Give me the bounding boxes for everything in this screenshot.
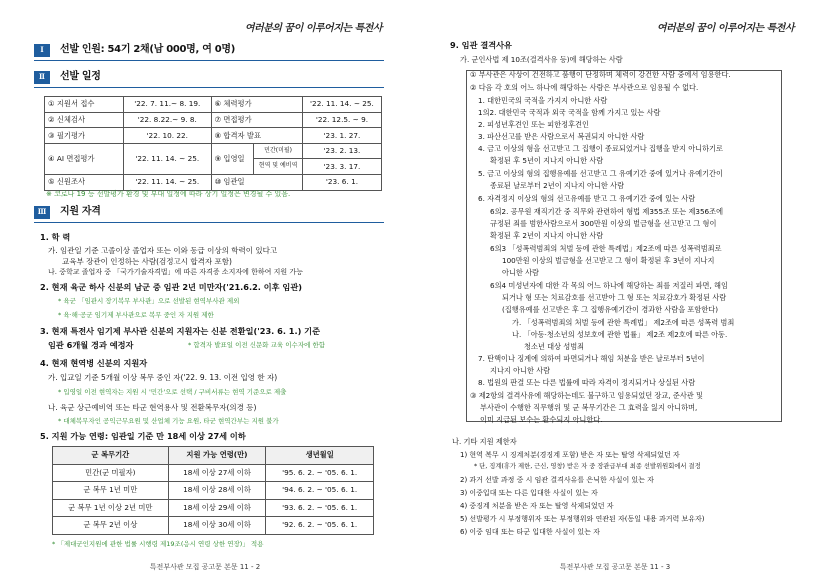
table-cell: '93. 6. 2. ~ '05. 6. 1.: [266, 499, 374, 517]
item-heading: 2. 현재 육군 하사 신분의 남군 중 임관 2년 미만자('21.6.2. 이후 임관): [40, 282, 302, 292]
list-item: 아니한 사람: [502, 268, 540, 277]
list-item: 4) 중징계 처분을 받은 자 또는 탈영 삭제되었던 자: [460, 502, 614, 510]
schedule-date: '23. 6. 1.: [302, 174, 381, 190]
schedule-label: ⑨ 입영일: [211, 143, 254, 174]
list-item: 부사관이 수행한 직무행위 및 군 복무기간은 그 효력을 잃지 아니하며,: [480, 403, 698, 412]
list-item: 5. 금고 이상의 형의 집행유예를 선고받고 그 유예기간 중에 있거나 유예기간이: [478, 169, 723, 178]
page-number: 특전부사관 모집 공고문 본문 11 - 2: [149, 562, 261, 571]
list-item: 1) 현역 복무 시 징계처분(경징계 포함) 받은 자 또는 탈영 삭제되었던 자: [460, 451, 680, 459]
section-title: 선발 일정: [60, 71, 101, 83]
table-row: [45, 174, 382, 190]
schedule-label: ⑧ 합격자 발표: [211, 128, 302, 144]
list-item: 8. 법원의 판결 또는 다른 법률에 따라 자격이 정지되거나 상실된 사람: [478, 378, 696, 387]
schedule-label: ⑦ 면접평가: [211, 112, 302, 128]
schedule-date: '22. 11. 14. ~ 25.: [302, 97, 381, 113]
schedule-table: [44, 96, 382, 191]
list-item: 6의3 「성폭력범죄의 처벌 등에 관한 특례법」제2조에 따른 성폭력범죄로: [490, 244, 722, 253]
schedule-label: ② 신체검사: [45, 112, 124, 128]
list-item: ① 부사관은 사상이 건전하고 품행이 단정하며 체력이 강건한 사람 중에서 임용한다.: [470, 70, 731, 79]
schedule-label: ① 지원서 접수: [45, 97, 124, 113]
table-cell: 18세 이상 30세 이하: [168, 517, 266, 535]
item-heading: 1. 학 력: [40, 232, 71, 242]
list-item: 100만원 이상의 벌금형을 선고받고 그 형이 확정된 후 3년이 지나지: [502, 256, 715, 265]
schedule-date: '23. 3. 17.: [302, 159, 381, 175]
table-row: [53, 482, 374, 500]
item-text: 가. 입교일 기준 5개월 이상 복무 중인 자('22. 9. 13. 이전 입영 한 자): [48, 373, 278, 382]
table-cell: '92. 6. 2. ~ '05. 6. 1.: [266, 517, 374, 535]
list-item: 2. 피성년후견인 또는 피한정후견인: [478, 120, 589, 129]
table-cell: 민간(군 미필자): [53, 464, 169, 482]
list-item: (집행유예를 선고받은 후 그 집행유예기간이 경과한 사람을 포함한다): [502, 305, 719, 314]
green-note: * 육·해·공군 임기제 부사관으로 복무 중인 자 지원 제한: [58, 311, 214, 319]
section-heading-3: [34, 204, 384, 220]
list-item: 6. 자격정지 이상의 형의 선고유예를 받고 그 유예기간 중에 있는 사람: [478, 194, 696, 203]
table-header-row: [53, 447, 374, 465]
green-note: * 대체복무자인 공익근무요원 및 산업체 기능 요원, 타군 현역간부는 지원 불가: [58, 417, 279, 425]
table-row: [45, 97, 382, 113]
schedule-label: ③ 필기평가: [45, 128, 124, 144]
page-number: 특전부사관 모집 공고문 본문 11 - 3: [559, 562, 671, 571]
list-item: * 단, 징계(휴가 제한, 근신, 영창) 받은 자 중 장관급부대 최종 선발위원회에서 결정: [474, 463, 701, 470]
schedule-date: '23. 2. 13.: [302, 143, 381, 159]
list-item: 되거나 형 또는 치료감호를 선고받아 그 형 또는 치료감호가 확정된 사람: [502, 293, 727, 302]
section-heading-1: [34, 42, 384, 58]
list-item: 규정된 죄를 범한사람으로서 300만원 이상의 벌금형을 선고받고 그 형이: [490, 219, 717, 228]
schedule-date: '22. 12.5. ~ 9.: [302, 112, 381, 128]
table-cell: 군 복무 2년 이상: [53, 517, 169, 535]
list-item: 6) 이중 임대 또는 타군 입대한 사실이 있는 자: [460, 528, 600, 536]
table-row: [53, 464, 374, 482]
schedule-label: ⑤ 신원조사: [45, 174, 124, 190]
list-item: 3. 파산선고를 받은 사람으로서 복권되지 아니한 사람: [478, 132, 645, 141]
item-heading: 임관 6개월 경과 예정자: [48, 340, 134, 350]
item-text: 나. 중학교 졸업자 중 「국가기술자격법」에 따른 자격증 소지자에 한하여 지원 가능: [48, 268, 303, 276]
table-cell: 18세 이상 28세 이하: [168, 482, 266, 500]
list-item: 확정된 후 5년이 지나지 아니한 사람: [490, 156, 604, 165]
schedule-label: ④ AI 면접평가: [45, 143, 124, 174]
schedule-note: ※ 코로나 19 등 선발평가 환경 및 부대 일정에 따라 상기 일정은 변경될 수 있음.: [46, 190, 291, 198]
section-number-badge: Ⅱ: [34, 71, 50, 84]
schedule-label: ⑩ 임관일: [211, 174, 302, 190]
logo: 여러분의 꿈이 이루어지는 특전사: [244, 23, 382, 34]
item-heading: 3. 현재 특전사 임기제 부사관 신분의 지원자는 신분 전환일('23. 6. 1.) 기준: [40, 326, 320, 336]
section-title: 선발 인원: 54기 2채(남 000명, 여 0명): [60, 44, 236, 56]
subsection-heading: 나. 기타 지원 제한자: [452, 437, 517, 446]
list-item: 5) 선발평가 시 부정행위자 또는 부정행위와 연관된 자(동일 내용 과거력 보유자): [460, 515, 705, 523]
age-table: [52, 446, 374, 535]
schedule-date: '22. 11. 14. ~ 25.: [124, 143, 212, 174]
schedule-sublabel: 현역 및 예비역: [254, 159, 303, 175]
table-cell: '95. 6. 2. ~ '05. 6. 1.: [266, 464, 374, 482]
section-heading-2: [34, 69, 384, 85]
table-row: [53, 517, 374, 535]
list-item: 1. 대한민국의 국적을 가지지 아니한 사람: [478, 96, 608, 105]
schedule-date: '22. 10. 22.: [124, 128, 212, 144]
list-item: 나. 「아동·청소년의 성보호에 관한 법률」 제2조 제2호에 따른 아동.: [512, 330, 728, 339]
table-cell: '94. 6. 2. ~ '05. 6. 1.: [266, 482, 374, 500]
subsection-heading: 가. 군인사법 제 10조(결격사유 등)에 해당하는 사람: [460, 55, 623, 64]
schedule-date: '22. 8.22.~ 9. 8.: [124, 112, 212, 128]
table-row: [45, 143, 382, 159]
list-item: 가. 「성폭력범죄의 처벌 등에 관한 특례법」 제2조에 따른 성폭력 범죄: [512, 318, 735, 327]
section-number-badge: Ⅲ: [34, 206, 50, 219]
schedule-sublabel: 민간(미필): [254, 143, 303, 159]
item-text: 나. 육군 상근예비역 또는 타군 현역용사 및 전환복무자(의경 등): [48, 403, 257, 412]
list-item: 청소년 대상 성범죄: [524, 342, 585, 351]
section-number-badge: Ⅰ: [34, 44, 50, 57]
section-title: 지원 자격: [60, 206, 101, 218]
list-item: 4. 금고 이상의 형을 선고받고 그 집행이 종료되었거나 집행을 받지 아니하기로: [478, 144, 723, 153]
table-row: [45, 128, 382, 144]
list-item: ② 다음 각 호의 어느 하나에 해당하는 사람은 부사관으로 임용될 수 없다.: [470, 83, 699, 92]
table-row: [45, 112, 382, 128]
table-cell: 군 복무 1년 미만: [53, 482, 169, 500]
list-item: 6의4 미성년자에 대한 각 목의 어느 하나에 해당하는 죄를 저질러 파면, 해임: [490, 281, 728, 290]
list-item: 2) 과거 선발 과정 중 시 임관 결격사유를 은닉한 사실이 있는 자: [460, 476, 654, 484]
table-cell: 군 복무 1년 이상 2년 미만: [53, 499, 169, 517]
list-item: 확정된 후 2년이 지나지 아니한 사람: [490, 231, 604, 240]
item-text: 교육부 장관이 인정하는 사람(검정고시 합격자 포함): [62, 257, 232, 266]
schedule-label: ⑥ 체력평가: [211, 97, 302, 113]
table-cell: 18세 이상 27세 이하: [168, 464, 266, 482]
schedule-date: '22. 7. 11.~ 8. 19.: [124, 97, 212, 113]
green-note: * 입영일 이전 현역자는 지원 시 '민간'으로 선택 / 구비서류는 현역 기준으로 제출: [58, 388, 287, 396]
column-header: 지원 가능 연령(만): [168, 447, 266, 465]
schedule-date: '23. 1. 27.: [302, 128, 381, 144]
table-row: [53, 499, 374, 517]
page-title: 9. 임관 결격사유: [450, 40, 512, 50]
list-item: 7. 탄핵이나 징계에 의하여 파면되거나 해임 처분을 받은 날로부터 5년이: [478, 354, 705, 363]
list-item: 3) 이중입대 또는 다른 입대한 사실이 있는 자: [460, 489, 598, 497]
item-heading: 4. 현재 현역병 신분의 지원자: [40, 358, 148, 368]
list-item: 이미 지급된 보수는 환수되지 아니한다.: [480, 415, 603, 424]
column-header: 군 복무기간: [53, 447, 169, 465]
green-note: * 육군 「임관시 장기복무 부사관」으로 선발된 현역부사관 제외: [58, 297, 240, 305]
table-cell: 18세 이상 29세 이하: [168, 499, 266, 517]
green-note: * 합격자 발표일 이전 신문화 교육 이수자에 한함: [188, 341, 326, 349]
schedule-date: '22. 11. 14. ~ 25.: [124, 174, 212, 190]
list-item: ③ 제2항의 결격사유에 해당하는데도 불구하고 임용되었던 장교, 준사관 및: [470, 391, 703, 400]
list-item: 지나지 아니한 사람: [490, 366, 551, 375]
item-text: 가. 임관일 기준 고졸이상 졸업자 또는 이와 동급 이상의 학력이 있다고: [48, 246, 278, 255]
list-item: 1의2. 대한민국 국적과 외국 국적을 함께 가지고 있는 사람: [478, 108, 661, 117]
column-header: 생년월일: [266, 447, 374, 465]
list-item: 6의2. 공무원 재직기간 중 직무와 관련하여 형법 제355조 또는 제356조에: [490, 207, 724, 216]
item-heading: 5. 지원 가능 연령: 임관일 기준 만 18세 이상 27세 이하: [40, 431, 246, 441]
green-note: * 「제대군인지원에 관한 법률 시행령 제19조(응시 연령 상한 연장)」 적용: [52, 540, 264, 548]
logo: 여러분의 꿈이 이루어지는 특전사: [656, 23, 794, 34]
list-item: 종료된 날로부터 2년이 지나지 아니한 사람: [490, 181, 625, 190]
